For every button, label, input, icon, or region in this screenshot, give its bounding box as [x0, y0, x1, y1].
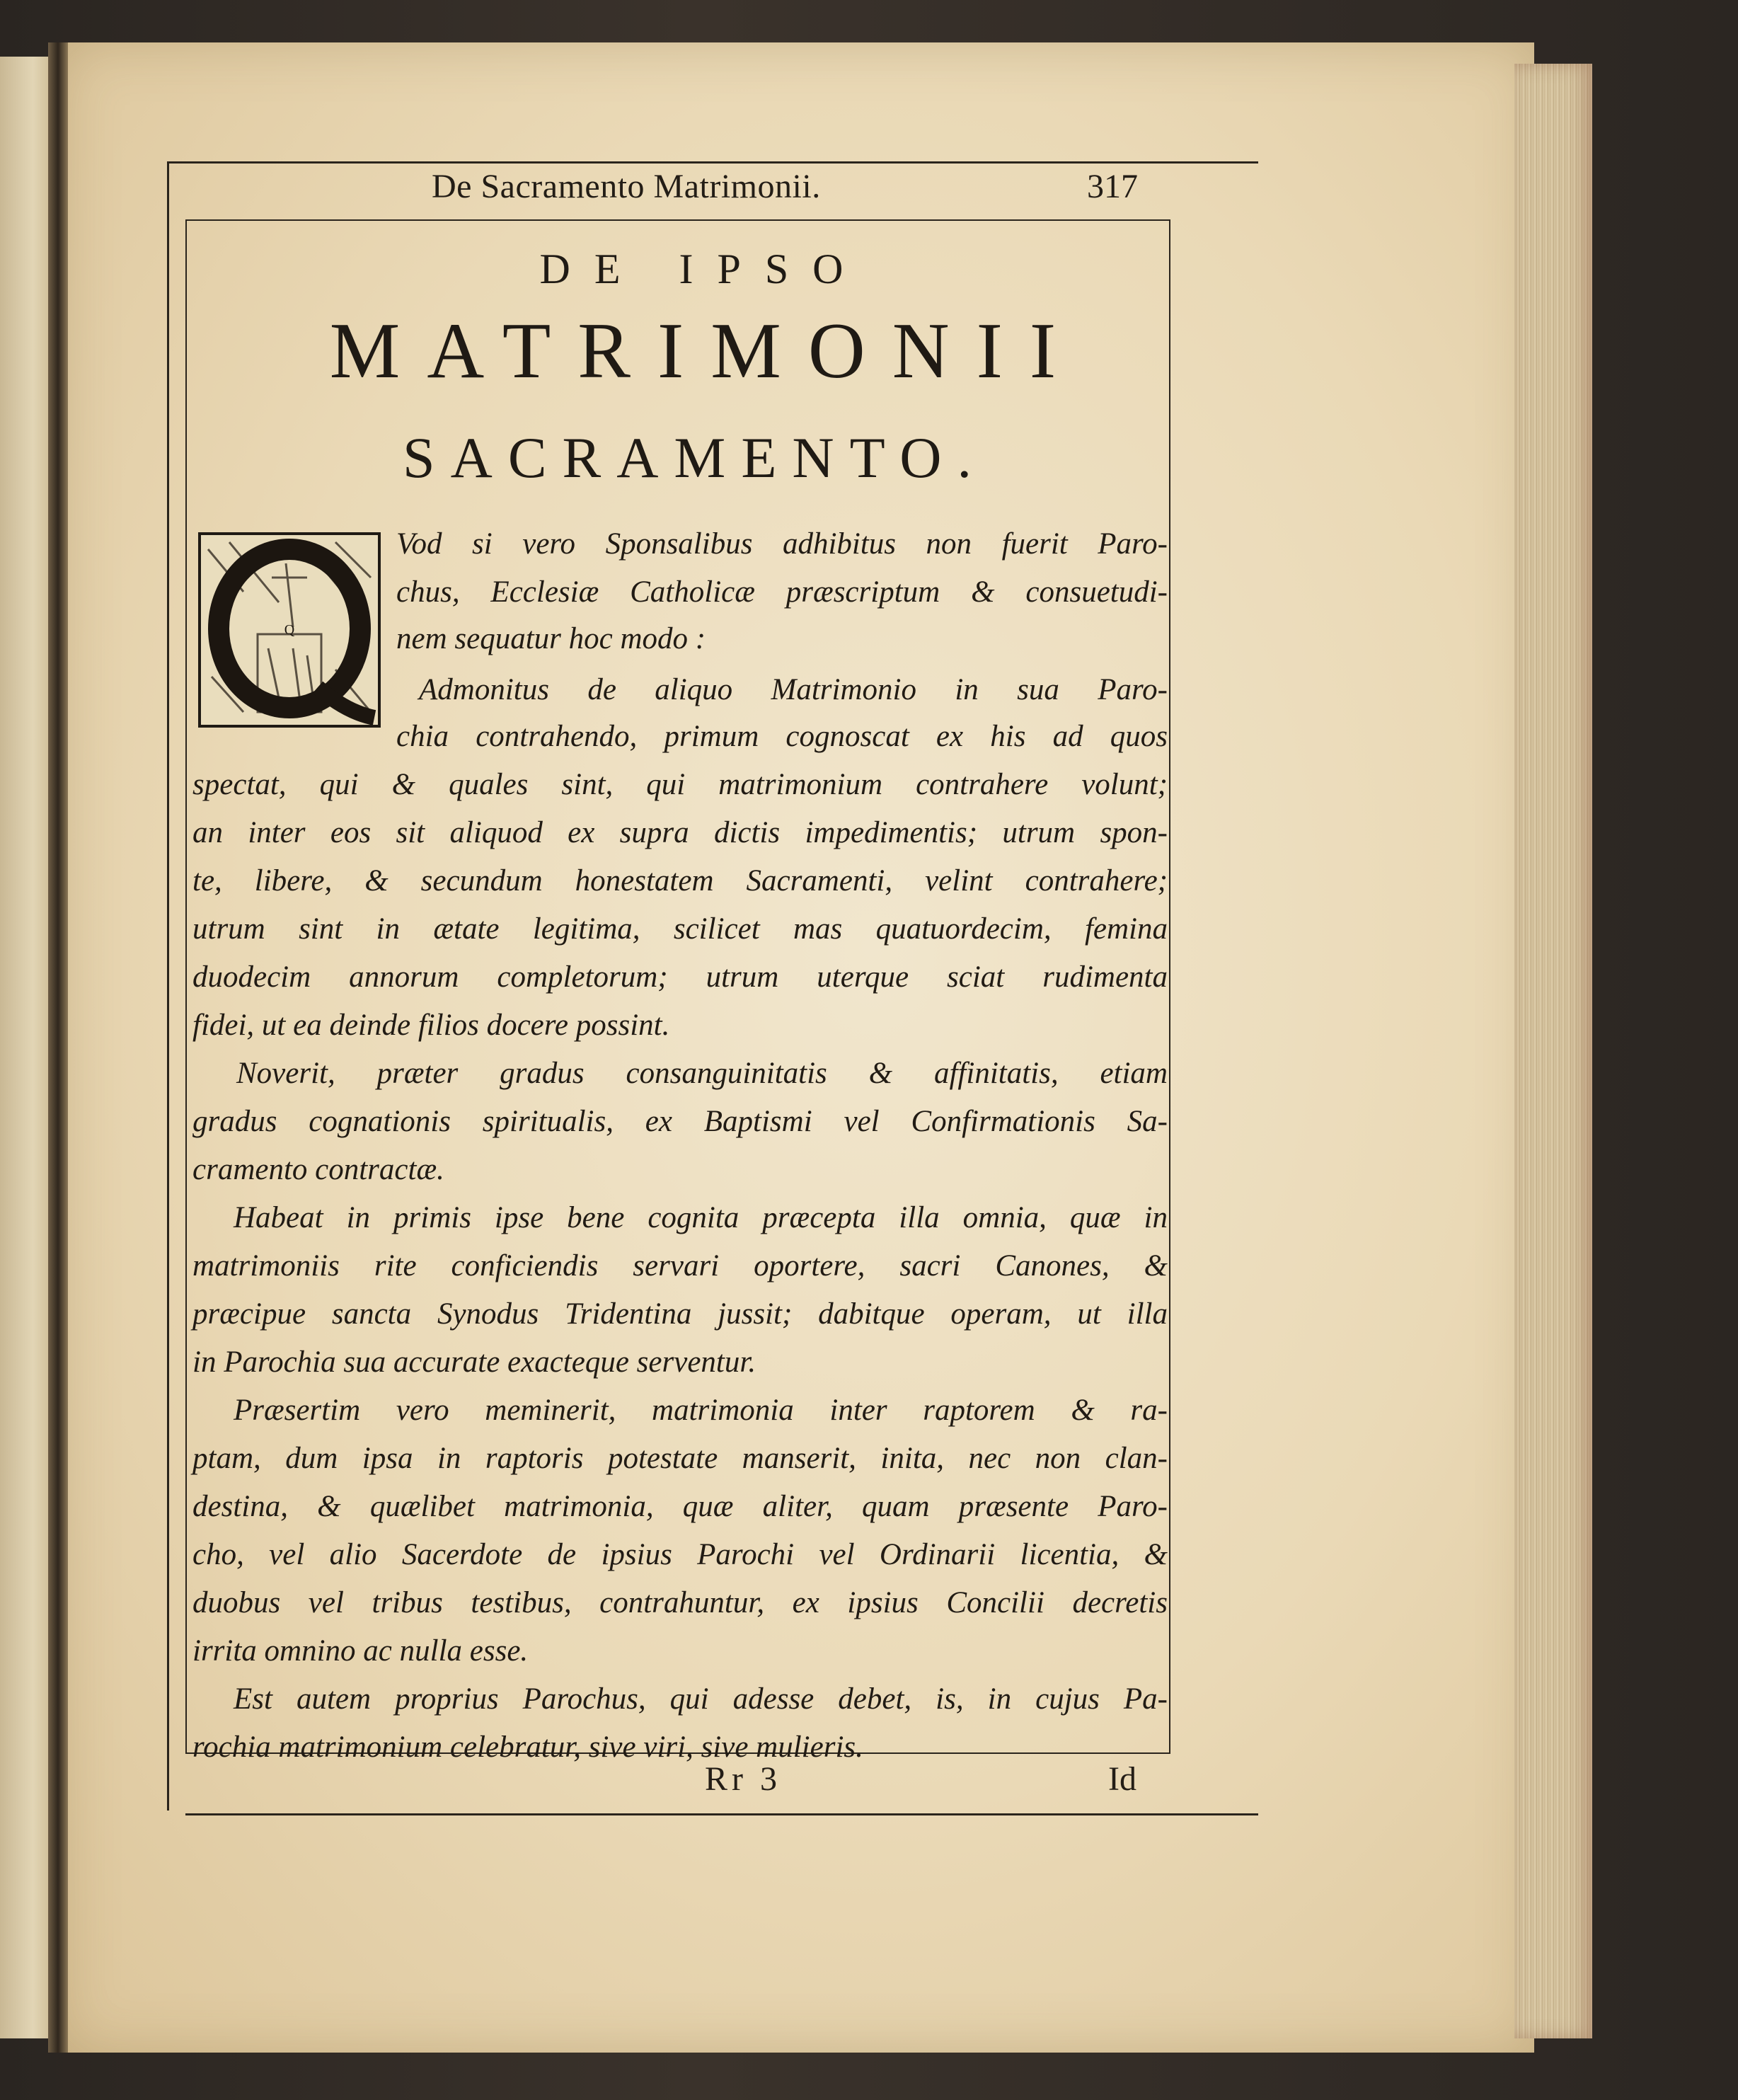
- chapter-title-line-3: SACRAMENTO.: [403, 425, 987, 490]
- text-line: spectat, qui & quales sint, qui matrimonium contrahere volunt;: [192, 768, 1168, 801]
- text-line: rochia matrimonium celebratur, sive viri, sive mulieris.: [192, 1731, 863, 1764]
- text-line: præcipue sancta Synodus Tridentina jussit; dabitque operam, ut illa: [192, 1297, 1168, 1331]
- text-line: in Parochia sua accurate exacteque serventur.: [192, 1346, 756, 1379]
- text-line: Vod si vero Sponsalibus adhibitus non fuerit Paro-: [396, 527, 1168, 561]
- chapter-title-line-2: MATRIMONII: [329, 307, 1083, 395]
- decorated-initial-q: [198, 532, 381, 728]
- text-line: Noverit, præter gradus consanguinitatis & affinitatis, etiam: [236, 1057, 1168, 1090]
- text-line: cho, vel alio Sacerdote de ipsius Parochi vel Ordinarii licentia, &: [192, 1538, 1168, 1571]
- text-line: gradus cognationis spiritualis, ex Baptismi vel Confirmationis Sa-: [192, 1105, 1168, 1138]
- text-line: irrita omnino ac nulla esse.: [192, 1634, 529, 1668]
- svg-text:Q: Q: [284, 622, 295, 638]
- text-line: duodecim annorum completorum; utrum uterque sciat rudimenta: [192, 960, 1168, 994]
- signature-mark: Rr 3: [705, 1760, 781, 1798]
- text-line: chus, Ecclesiæ Catholicæ præscriptum & consuetudi-: [396, 575, 1168, 609]
- text-line: Admonitus de aliquo Matrimonio in sua Paro-: [419, 673, 1168, 706]
- text-line: Præsertim vero meminerit, matrimonia inter raptorem & ra-: [234, 1394, 1168, 1427]
- chapter-title-line-1: DE IPSO: [539, 246, 868, 292]
- head-rule: [185, 219, 1170, 221]
- text-line: utrum sint in ætate legitima, scilicet mas quatuordecim, femina: [192, 912, 1168, 946]
- text-line: ptam, dum ipsa in raptoris potestate manserit, inita, nec non clan-: [192, 1442, 1168, 1475]
- text-line: Est autem proprius Parochus, qui adesse debet, is, in cujus Pa-: [234, 1682, 1168, 1716]
- text-line: matrimoniis rite conficiendis servari oportere, sacri Canones, &: [192, 1249, 1168, 1283]
- page-block-edges: [1514, 64, 1592, 2038]
- facing-page-edge: [0, 57, 55, 2038]
- book-gutter: [48, 42, 68, 2053]
- top-rule: [167, 161, 1258, 163]
- catchword: Id: [1108, 1760, 1136, 1798]
- bottom-rule: [185, 1813, 1258, 1815]
- text-line: destina, & quælibet matrimonia, quæ aliter, quam præsente Paro-: [192, 1490, 1168, 1523]
- text-line: nem sequatur hoc modo :: [396, 622, 706, 655]
- text-line: chia contrahendo, primum cognoscat ex his ad quos: [396, 720, 1168, 753]
- text-line: duobus vel tribus testibus, contrahuntur, ex ipsius Concilii decretis: [192, 1586, 1168, 1619]
- running-head: De Sacramento Matrimonii.: [432, 168, 821, 205]
- show-through-text: [1203, 212, 1302, 1203]
- text-line: an inter eos sit aliquod ex supra dictis impedimentis; utrum spon-: [192, 816, 1168, 849]
- frame-left-rule: [167, 161, 169, 1811]
- text-line: fidei, ut ea deinde filios docere possint.: [192, 1009, 670, 1042]
- text-line: te, libere, & secundum honestatem Sacramenti, velint contrahere;: [192, 864, 1168, 897]
- page-number: 317: [1087, 168, 1138, 205]
- text-line: cramento contractæ.: [192, 1153, 444, 1186]
- text-line: Habeat in primis ipse bene cognita præcepta illa omnia, quæ in: [234, 1201, 1168, 1234]
